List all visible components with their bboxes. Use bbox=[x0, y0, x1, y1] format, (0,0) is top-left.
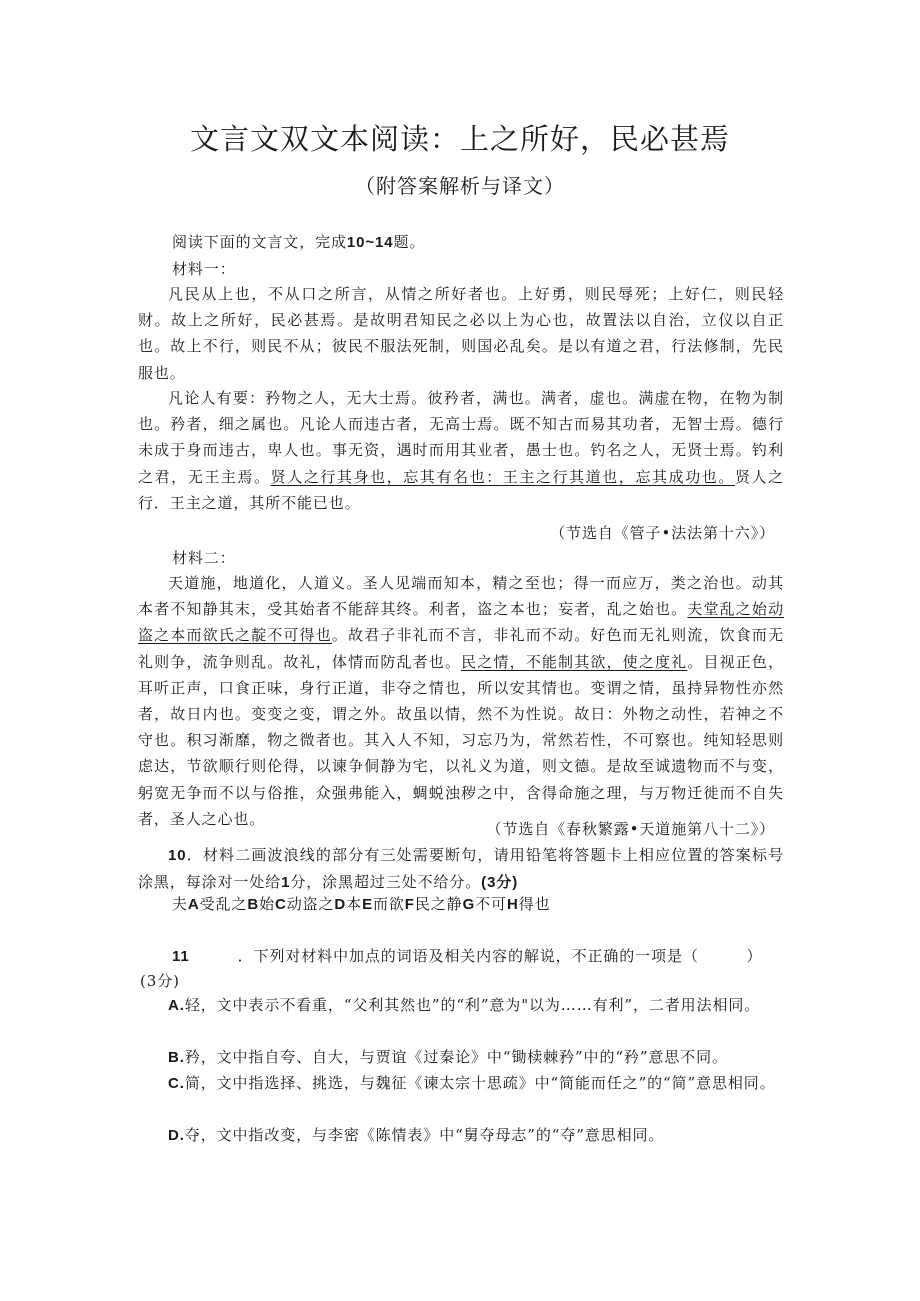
question-10 bbox=[138, 842, 784, 896]
option-b[interactable]: B bbox=[247, 896, 260, 913]
material1-p2-tail: 贤人之行．王主之道，其所不能已也。 bbox=[138, 467, 785, 512]
option-a[interactable]: A bbox=[187, 896, 200, 913]
question-10-point: 1 bbox=[281, 874, 291, 892]
material2-underlined-sentence: 民之情，不能制其欲，使之度礼 bbox=[461, 652, 688, 671]
option-text: 始 bbox=[259, 895, 275, 913]
option-tail: 得也 bbox=[518, 895, 551, 913]
option-f[interactable]: F bbox=[404, 896, 415, 913]
choice-b-letter: B. bbox=[168, 1049, 185, 1066]
option-text: 民之静 bbox=[414, 895, 463, 913]
material1-underlined-sentence: 贤人之行其身也，忘其有名也：王主之行其道也，忘其成功也。 bbox=[270, 467, 735, 486]
material2-paragraph bbox=[138, 570, 784, 832]
page-subtitle: （附答案解析与译文） bbox=[355, 174, 565, 198]
choice-a-text: 轻，文中表示不看重，“父利其然也”的“利”意为"以为……有利”，二者用法相同。 bbox=[184, 996, 761, 1014]
question-11-header bbox=[172, 945, 762, 966]
question-10-score: (3分) bbox=[481, 874, 519, 892]
question-11-text: ．下列对材料中加点的词语及相关内容的解说，不正确的一项是（ ） bbox=[237, 947, 763, 965]
choice-c[interactable] bbox=[138, 1070, 784, 1097]
intro-line bbox=[172, 231, 425, 252]
option-e[interactable]: E bbox=[362, 896, 373, 913]
choice-b[interactable] bbox=[138, 1044, 784, 1071]
choice-d-letter: D. bbox=[168, 1127, 185, 1144]
choice-c-text: 简，文中指选择、挑选，与魏征《谏太宗十思疏》中“简能而任之”的“简”意思相同。 bbox=[184, 1074, 776, 1092]
option-text: 不可 bbox=[475, 895, 507, 913]
choice-d[interactable] bbox=[138, 1122, 784, 1149]
intro-post: 题。 bbox=[393, 233, 426, 251]
option-text: 本 bbox=[346, 895, 363, 913]
option-text: 动盗之 bbox=[286, 895, 335, 913]
intro-text: 阅读下面的文言文，完成 bbox=[172, 233, 347, 251]
material2-text-2: 。故君子非礼而不言，非礼而不动。好色而无礼则流，饮食而无礼则争，流争则乱。故礼，体情而防乱者也。 bbox=[138, 626, 784, 671]
choice-a[interactable] bbox=[138, 992, 784, 1019]
material2-source: （节选自《春秋繁露•天道施第八十二》） bbox=[486, 820, 775, 838]
material2-label: 材料二： bbox=[172, 549, 236, 567]
option-g[interactable]: G bbox=[462, 896, 476, 913]
choice-d-text: 夺，文中指改变，与李密《陈情表》中“舅夺母志”的“夺”意思相同。 bbox=[184, 1126, 665, 1144]
choice-b-text: 矜，文中指自夸、自大，与贾谊《过秦论》中“锄椟棘矜”中的“矜”意思不同。 bbox=[184, 1048, 728, 1066]
material2-text-1: 天道施，地道化，人道义。圣人见端而知本，精之至也；得一而应万，类之治也。动其本者不知静其末，受其始者不能辞其终。利者，盗之本也；妄者，乱之始也。 bbox=[138, 574, 784, 619]
intro-range: 10~14 bbox=[346, 234, 394, 251]
material1-label: 材料一： bbox=[172, 260, 236, 278]
material1-source: （节选自《管子•法法第十六》） bbox=[550, 524, 775, 542]
material1-paragraph-2 bbox=[138, 385, 784, 516]
question-11-score: (3分) bbox=[140, 972, 180, 990]
option-text: 受乱之 bbox=[199, 895, 248, 913]
question-11-number: 11 bbox=[172, 948, 190, 965]
choice-c-letter: C. bbox=[168, 1075, 185, 1092]
option-c[interactable]: C bbox=[274, 896, 287, 913]
question-10-number: 10 bbox=[168, 847, 187, 864]
option-text: 夫 bbox=[172, 895, 188, 913]
material2-wavy-sentence: 夫堂乱之始动盗之本而欲氏之靛不可得也 bbox=[138, 600, 784, 645]
material1-paragraph-1: 凡民从上也，不从口之所言，从情之所好者也。上好勇，则民辱死；上好仁，则民轻财。故上之所好，民必甚焉。是故明君知民之必以上为心也，故置法以自治，立仪以自正也。故上不行，则民不从；彼民不服法死制，则国必乱矣。是以有道之君，行法修制，先民服也。 bbox=[138, 285, 784, 382]
question-10-text: ．材料二画波浪线的部分有三处需要断句，请用铅笔将答题卡上相应位置的答案标号涂黑，每涂对一处给 bbox=[138, 846, 784, 892]
material1-p2-text: 凡论人有要：矜物之人，无大士焉。彼矜者，满也。满者，虚也。满虚在物，在物为制也。矜者，细之属也。凡论人而违古者，无高士焉。既不知古而易其功者，无智士焉。德行未成于身而违古，卑人也。事无资，遇时而用其业者，愚士也。钓名之人，无贤士焉。钓利之君，无王主焉。 bbox=[138, 389, 784, 486]
question-10-text-2: 分，涂黑超过三处不给分。 bbox=[290, 873, 482, 892]
option-d[interactable]: D bbox=[334, 896, 347, 913]
material2-text-3: 。目视正色，耳听正声，口食正味，身行正道，非夺之情也，所以安其情也。变谓之情，虽持异物性亦然者，故日内也。变变之变，谓之外。故虽以情，然不为性说。故日：外物之动性，若神之不守也。积习渐靡，物之微者也。其入人不知，习忘乃为，常然若性，不可察也。纯知轻思则虑达，节欲顺行则伦得，以谏争侗静为宅，以礼义为道，则文德。是故至诚遗物而不与变，躬宽无争而不以与俗推，众强弗能入，蜩蜕浊秽之中，含得命施之理，与万物迁徙而不自失者，圣人之心也。 bbox=[138, 652, 784, 828]
option-text: 而欲 bbox=[372, 895, 405, 913]
option-h[interactable]: H bbox=[506, 896, 519, 913]
page-title: 文言文双文本阅读：上之所好，民必甚焉 bbox=[189, 122, 730, 156]
question-10-options bbox=[172, 893, 551, 914]
choice-a-letter: A. bbox=[168, 997, 185, 1014]
